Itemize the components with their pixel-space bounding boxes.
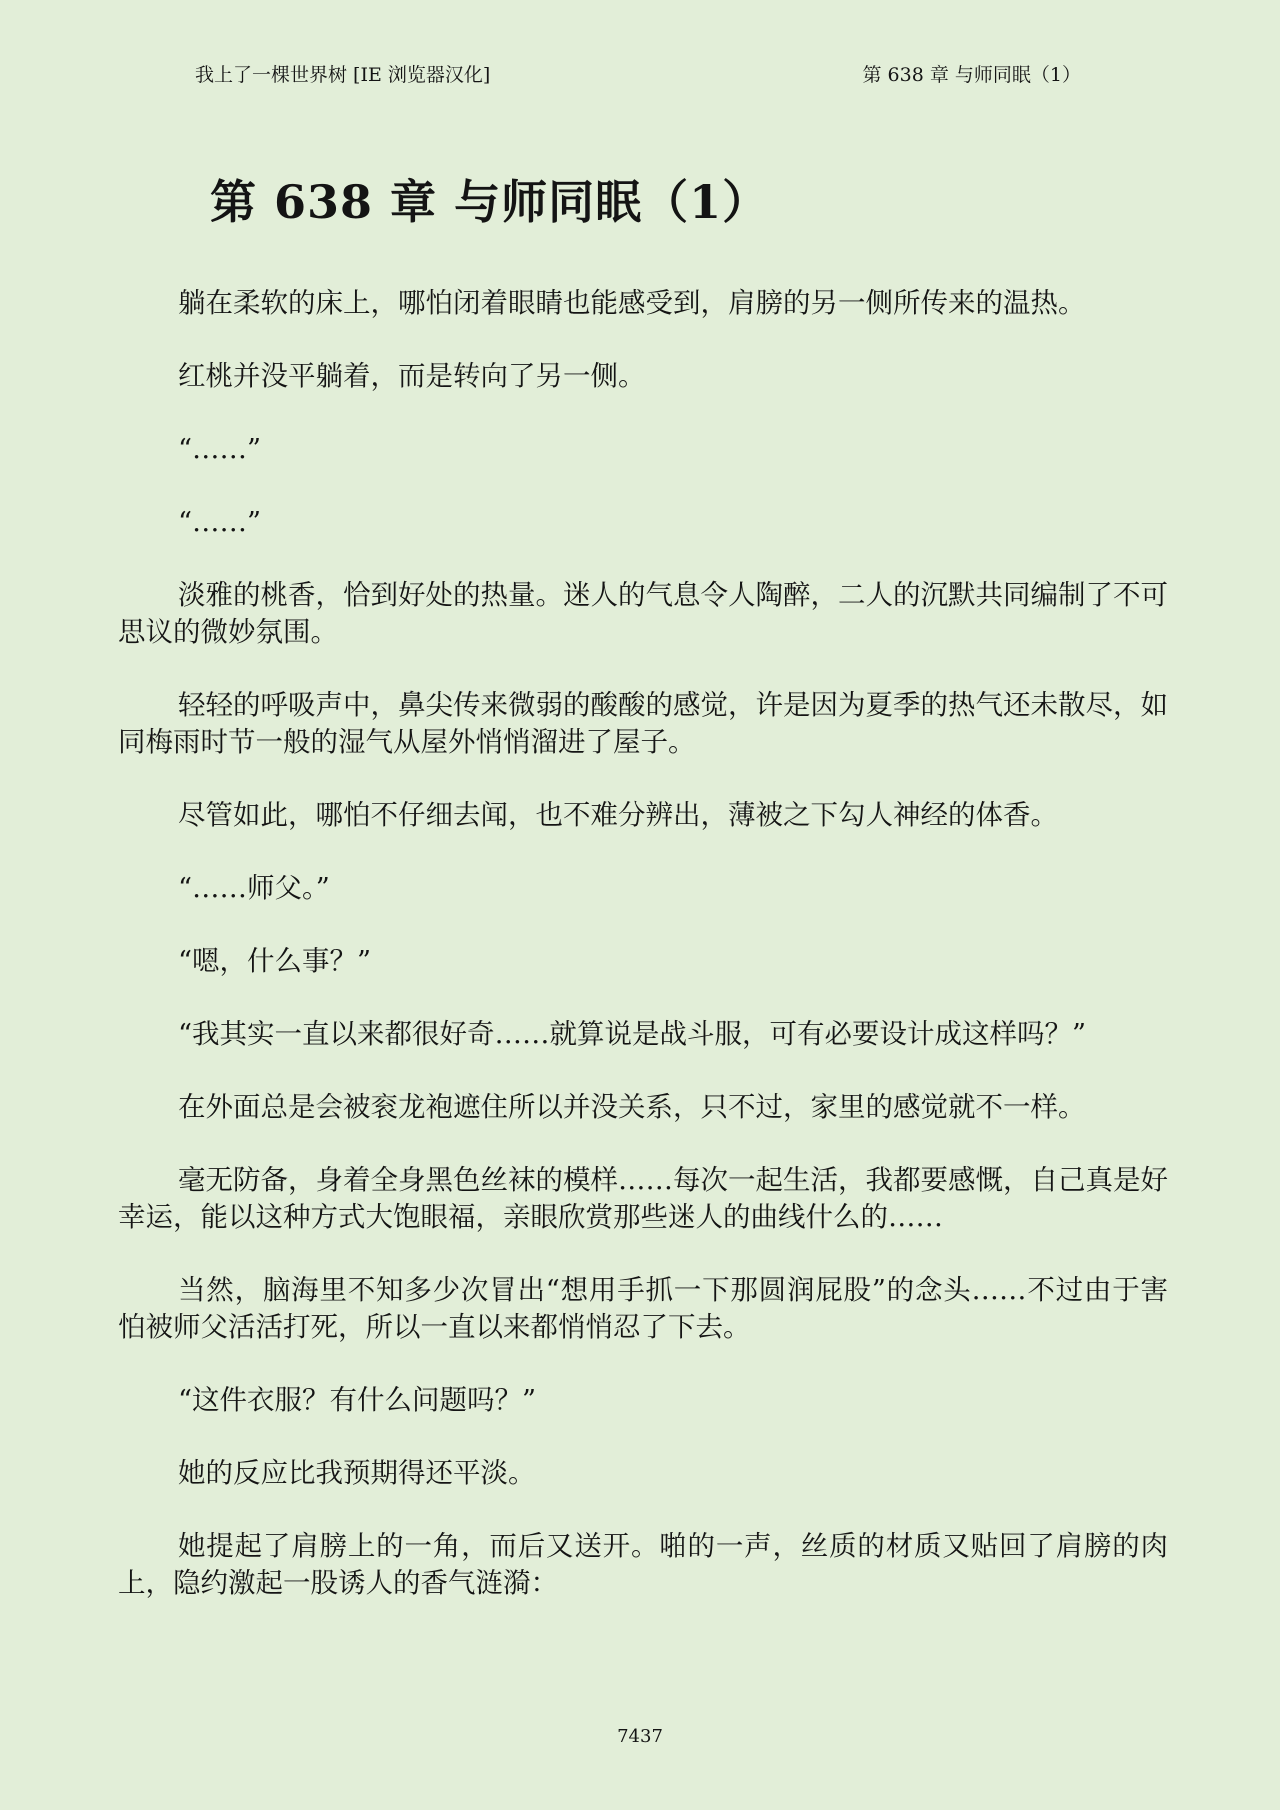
paragraph: 轻轻的呼吸声中，鼻尖传来微弱的酸酸的感觉，许是因为夏季的热气还未散尽，如同梅雨时节一般的湿气从屋外悄悄溜进了屋子。 xyxy=(118,689,1168,758)
paragraph: “我其实一直以来都很好奇……就算说是战斗服，可有必要设计成这样吗？” xyxy=(178,1018,1087,1050)
paragraph: “这件衣服？有什么问题吗？” xyxy=(178,1384,537,1416)
chapter-body xyxy=(118,285,1168,1638)
paragraph: 她提起了肩膀上的一角，而后又送开。啪的一声，丝质的材质又贴回了肩膀的肉上，隐约激起一股诱人的香气涟漪： xyxy=(118,1530,1168,1599)
paragraph: 红桃并没平躺着，而是转向了另一侧。 xyxy=(178,360,646,392)
paragraph: 躺在柔软的床上，哪怕闭着眼睛也能感受到，肩膀的另一侧所传来的温热。 xyxy=(178,287,1086,319)
page-number: 7437 xyxy=(617,1726,663,1747)
page-header xyxy=(0,60,1280,90)
chapter-reference: 第 638 章 与师同眠（1） xyxy=(862,64,1081,86)
paragraph: 在外面总是会被衮龙袍遮住所以并没关系，只不过，家里的感觉就不一样。 xyxy=(178,1091,1086,1123)
paragraph: 淡雅的桃香，恰到好处的热量。迷人的气息令人陶醉，二人的沉默共同编制了不可思议的微妙氛围。 xyxy=(118,579,1168,648)
paragraph: “嗯，什么事？” xyxy=(178,945,372,977)
paragraph: “……” xyxy=(178,433,262,465)
book-title: 我上了一棵世界树 [IE 浏览器汉化] xyxy=(195,64,491,86)
chapter-title: 第 638 章 与师同眠（1） xyxy=(210,175,770,229)
paragraph: 她的反应比我预期得还平淡。 xyxy=(178,1457,536,1489)
paragraph: “……” xyxy=(178,506,262,538)
paragraph: 毫无防备，身着全身黑色丝袜的模样……每次一起生活，我都要感慨，自己真是好幸运，能以这种方式大饱眼福，亲眼欣赏那些迷人的曲线什么的…… xyxy=(118,1164,1168,1233)
paragraph: 当然，脑海里不知多少次冒出“想用手抓一下那圆润屁股”的念头……不过由于害怕被师父活活打死，所以一直以来都悄悄忍了下去。 xyxy=(118,1274,1168,1343)
paragraph: “……师父。” xyxy=(178,872,330,904)
paragraph: 尽管如此，哪怕不仔细去闻，也不难分辨出，薄被之下勾人神经的体香。 xyxy=(178,799,1058,831)
